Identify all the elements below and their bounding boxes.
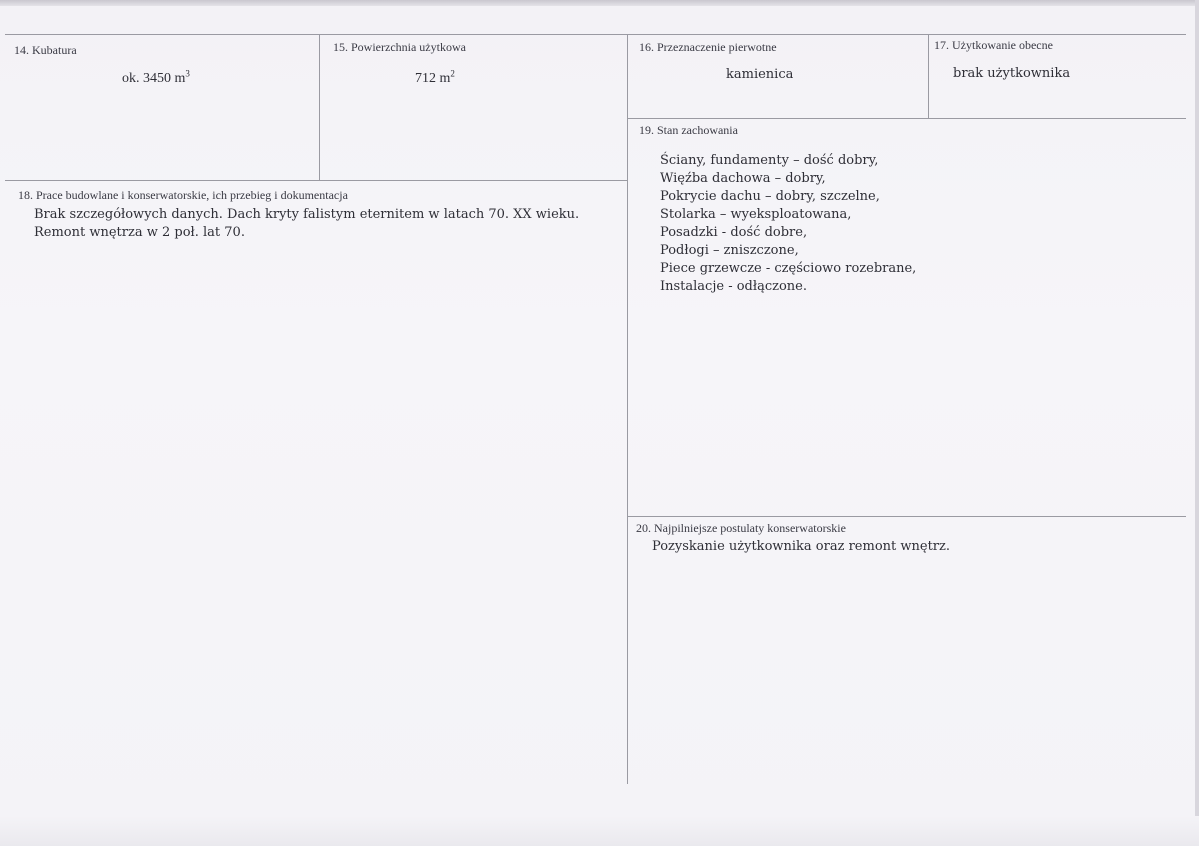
- field-16-label: 16. Przeznaczenie pierwotne: [639, 40, 777, 54]
- condition-item: Piece grzewcze - częściowo rozebrane,: [660, 261, 917, 276]
- condition-item: Posadzki - dość dobre,: [660, 225, 808, 240]
- field-20-label: 20. Najpilniejsze postulaty konserwatorskie: [636, 521, 846, 535]
- field-14-unit-exponent: 3: [185, 68, 190, 79]
- condition-item: Podłogi – zniszczone,: [660, 243, 799, 258]
- divider-14-15: [319, 34, 320, 181]
- divider-16-17: [928, 34, 929, 118]
- field-18-label: 18. Prace budowlane i konserwatorskie, ich przebieg i dokumentacja: [18, 188, 348, 202]
- field-19-label: 19. Stan zachowania: [639, 123, 738, 137]
- divider-top-right-row: [627, 118, 1186, 119]
- condition-item: Ściany, fundamenty – dość dobry,: [660, 153, 879, 168]
- divider-19-20: [627, 516, 1186, 517]
- field-14-value-text: ok. 3450 m: [122, 71, 186, 86]
- field-19-list: [660, 152, 916, 296]
- field-17-label: 17. Użytkowanie obecne: [934, 38, 1053, 52]
- page-bottom-edge: [0, 816, 1199, 846]
- field-17-value: brak użytkownika: [953, 66, 1071, 81]
- field-15-unit-exponent: 2: [450, 68, 455, 79]
- field-14-label: 14. Kubatura: [14, 43, 77, 57]
- condition-item: Instalacje - odłączone.: [660, 279, 807, 294]
- field-15-value-text: 712 m: [415, 71, 451, 86]
- field-18-line: Brak szczegółowych danych. Dach kryty falistym eternitem w latach 70. XX wieku.: [34, 207, 580, 222]
- divider-15-16: [627, 34, 628, 784]
- field-20-value: Pozyskanie użytkownika oraz remont wnętrz.: [652, 539, 950, 554]
- top-border-line: [5, 34, 1186, 35]
- field-18-text: [34, 206, 579, 242]
- field-15-label: 15. Powierzchnia użytkowa: [333, 40, 466, 54]
- page-right-edge: [1195, 0, 1199, 846]
- condition-item: Więźba dachowa – dobry,: [660, 171, 826, 186]
- field-15-value: [415, 68, 455, 87]
- page-top-edge: [0, 0, 1199, 6]
- field-16-value: kamienica: [726, 67, 794, 82]
- condition-item: Pokrycie dachu – dobry, szczelne,: [660, 189, 880, 204]
- field-14-value: [122, 68, 190, 87]
- condition-item: Stolarka – wyeksploatowana,: [660, 207, 852, 222]
- divider-top-left-row: [5, 180, 627, 181]
- field-18-line: Remont wnętrza w 2 poł. lat 70.: [34, 225, 245, 240]
